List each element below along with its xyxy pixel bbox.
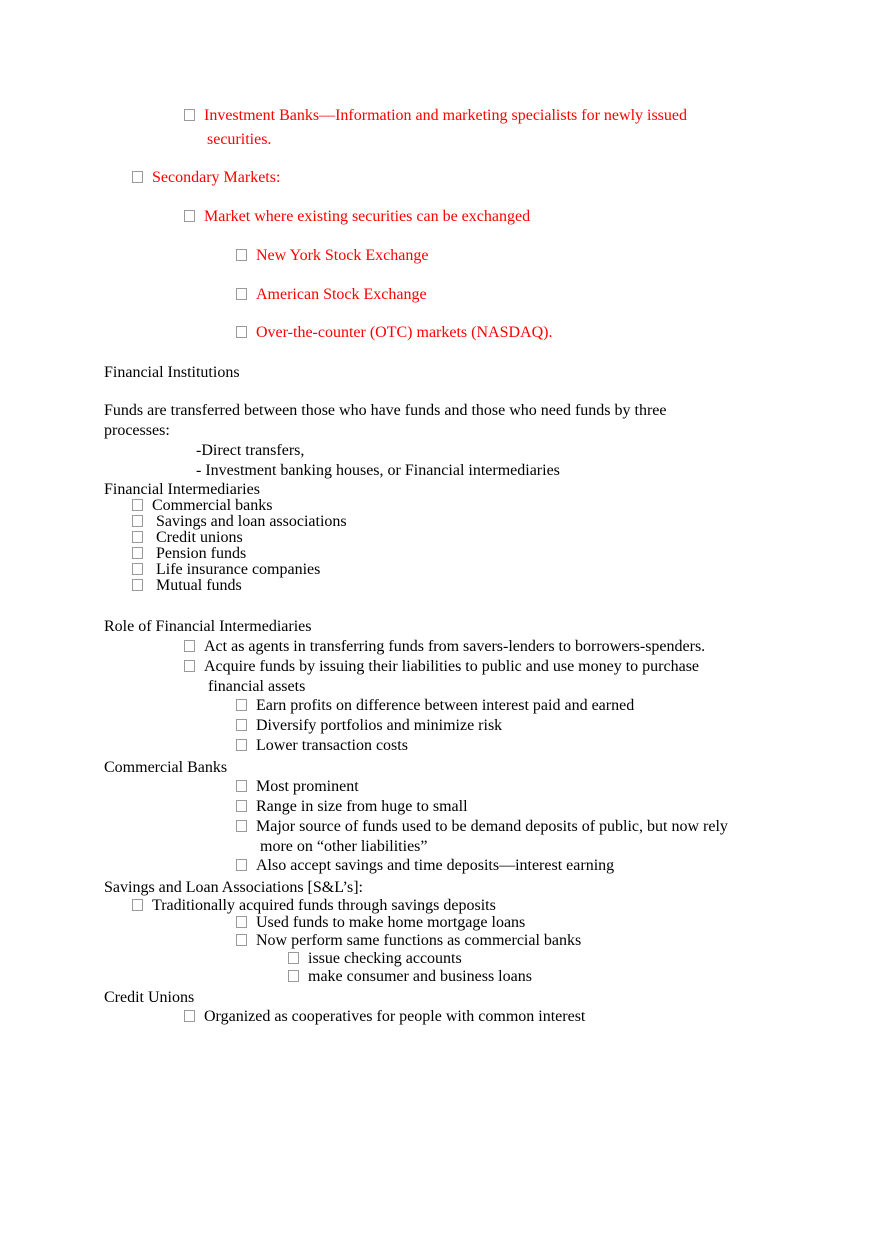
list-item: [236, 324, 552, 342]
otc-text: Over-the-counter (OTC) markets (NASDAQ).: [256, 324, 553, 341]
section-heading: Role of Financial Intermediaries: [104, 618, 312, 635]
list-item: [236, 778, 359, 796]
paragraph-line: processes:: [104, 422, 170, 439]
role-acquire-text: Acquire funds by issuing their liabilities to public and use money to purchase: [204, 658, 700, 675]
missing-glyph-box-icon: [236, 934, 247, 946]
commercial-item-text: Major source of funds used to be demand deposits of public, but now rely: [256, 818, 728, 835]
savings-item-text: Now perform same functions as commercial banks: [256, 932, 582, 949]
list-item: [236, 717, 502, 735]
list-item: [236, 737, 408, 755]
role-sub-item-text: Diversify portfolios and minimize risk: [256, 717, 503, 734]
missing-glyph-box-icon: [132, 579, 143, 591]
section-heading: Financial Intermediaries: [104, 481, 260, 498]
list-item: [184, 658, 699, 676]
missing-glyph-box-icon: [236, 859, 247, 871]
missing-glyph-box-icon: [132, 899, 143, 911]
missing-glyph-box-icon: [236, 800, 247, 812]
investment-banks-text: Investment Banks—Information and marketing specialists for newly issued: [204, 107, 688, 124]
missing-glyph-box-icon: [236, 249, 247, 261]
intermediary-label: Savings and loan associations: [156, 513, 347, 530]
commercial-continuation: more on “other liabilities”: [260, 838, 428, 855]
market-existing-text: Market where existing securities can be exchanged: [204, 208, 531, 225]
list-item: [184, 107, 687, 125]
section-heading: Savings and Loan Associations [S&L’s]:: [104, 879, 363, 896]
credit-union-item-text: Organized as cooperatives for people with common interest: [204, 1008, 586, 1025]
missing-glyph-box-icon: [184, 210, 195, 222]
list-item: [236, 818, 728, 836]
missing-glyph-box-icon: [132, 171, 143, 183]
missing-glyph-box-icon: [236, 288, 247, 300]
intermediary-label: Commercial banks: [152, 497, 273, 514]
missing-glyph-box-icon: [184, 640, 195, 652]
missing-glyph-box-icon: [236, 820, 247, 832]
list-item: [184, 1008, 585, 1026]
savings-sub-item-text: make consumer and business loans: [308, 968, 532, 985]
list-item: [132, 577, 242, 595]
list-item: [236, 286, 427, 304]
list-item: [184, 638, 705, 656]
process-item: -Direct transfers,: [196, 442, 305, 459]
list-item: [132, 897, 496, 915]
role-sub-item-text: Lower transaction costs: [256, 737, 408, 754]
process-item: - Investment banking houses, or Financial intermediaries: [196, 462, 560, 479]
missing-glyph-box-icon: [184, 1010, 195, 1022]
section-heading: Credit Unions: [104, 989, 195, 1006]
commercial-item-text: Most prominent: [256, 778, 359, 795]
missing-glyph-box-icon: [184, 109, 195, 121]
savings-item-text: Used funds to make home mortgage loans: [256, 914, 526, 931]
missing-glyph-box-icon: [236, 719, 247, 731]
missing-glyph-box-icon: [236, 780, 247, 792]
section-heading: Financial Institutions: [104, 364, 240, 381]
secondary-markets-text: Secondary Markets:: [152, 169, 281, 186]
missing-glyph-box-icon: [184, 660, 195, 672]
missing-glyph-box-icon: [132, 515, 143, 527]
list-item: [236, 798, 468, 816]
list-item: [132, 169, 280, 187]
commercial-item-text: Also accept savings and time deposits—interest earning: [256, 857, 615, 874]
paragraph-line: Funds are transferred between those who have funds and those who need funds by three: [104, 402, 667, 419]
role-sub-item-text: Earn profits on difference between interest paid and earned: [256, 697, 635, 714]
amex-text: American Stock Exchange: [256, 286, 427, 303]
list-item: [236, 932, 581, 950]
missing-glyph-box-icon: [236, 739, 247, 751]
investment-banks-continuation: securities.: [207, 131, 272, 148]
savings-item-text: Traditionally acquired funds through savings deposits: [152, 897, 496, 914]
list-item: [288, 950, 462, 968]
list-item: [288, 968, 532, 986]
section-heading: Commercial Banks: [104, 759, 228, 776]
missing-glyph-box-icon: [132, 499, 143, 511]
missing-glyph-box-icon: [288, 952, 299, 964]
savings-sub-item-text: issue checking accounts: [308, 950, 462, 967]
missing-glyph-box-icon: [236, 916, 247, 928]
list-item: [184, 208, 530, 226]
intermediary-label: Life insurance companies: [156, 561, 321, 578]
list-item: [236, 247, 428, 265]
list-item: [236, 857, 614, 875]
intermediary-label: Mutual funds: [156, 577, 242, 594]
missing-glyph-box-icon: [132, 531, 143, 543]
missing-glyph-box-icon: [288, 970, 299, 982]
list-item: [236, 914, 525, 932]
missing-glyph-box-icon: [132, 563, 143, 575]
missing-glyph-box-icon: [132, 547, 143, 559]
list-item: [236, 697, 634, 715]
intermediary-label: Pension funds: [156, 545, 247, 562]
intermediary-label: Credit unions: [156, 529, 243, 546]
role-agents-text: Act as agents in transferring funds from savers-lenders to borrowers-spenders.: [204, 638, 706, 655]
missing-glyph-box-icon: [236, 699, 247, 711]
nyse-text: New York Stock Exchange: [256, 247, 429, 264]
role-acquire-continuation: financial assets: [208, 678, 306, 695]
commercial-item-text: Range in size from huge to small: [256, 798, 468, 815]
missing-glyph-box-icon: [236, 326, 247, 338]
